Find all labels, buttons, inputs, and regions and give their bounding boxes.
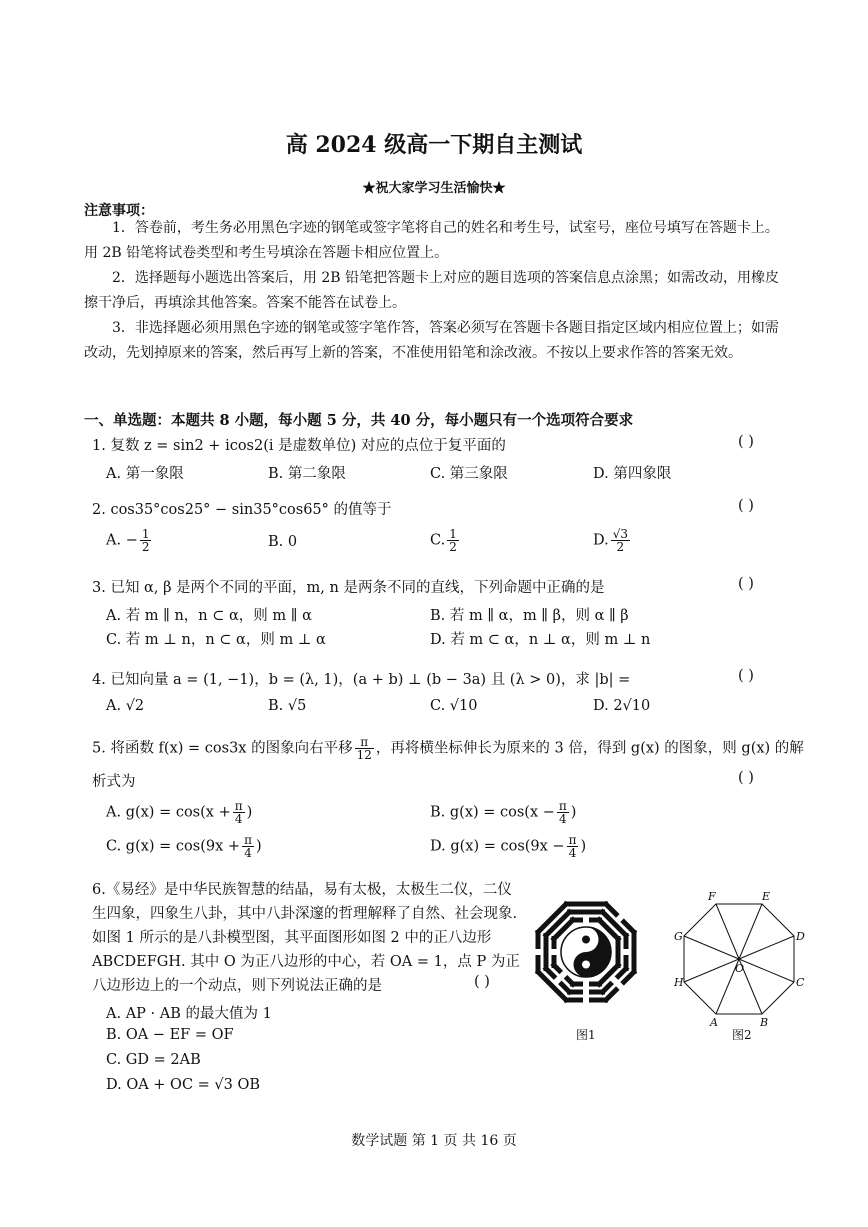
question-5-option-a [106,800,252,825]
vertex-label-d: D [796,930,805,943]
question-3-option-a: A. 若 m ∥ n，n ⊂ α，则 m ∥ α [106,608,312,624]
question-2-option-c [430,528,461,553]
vertex-label-h: H [674,976,684,989]
option-text: C. g(x) = cos(9x + [106,838,241,855]
numerator: 1 [141,527,150,541]
question-2-option-a [106,528,153,553]
fraction [557,800,569,825]
question-4-option-c: C. √10 [430,698,478,714]
figure-2-caption: 图2 [732,1028,752,1042]
figure-2-octagon [672,888,812,1028]
question-5-stem [92,736,804,761]
fraction [447,528,459,553]
page-footer: 数学试题 第 1 页 共 16 页 [351,1133,517,1149]
numerator: π [234,799,243,813]
question-5-stem-line2: 析式为 [92,774,136,790]
question-1-stem: 1. 复数 z = sin2 + icos2(i 是虚数单位) 对应的点位于复平面的 [92,438,506,454]
yin-yang-symbol [561,927,611,977]
option-d-prefix: D. [593,532,609,549]
section-heading: 一、单选题：本题共 8 小题，每小题 5 分，共 40 分，每小题只有一个选项符合要求 [84,412,634,429]
vertex-label-e: E [762,890,771,903]
numerator: π [558,799,567,813]
question-6-stem: 6.《易经》是中华民族智慧的结晶，易有太极，太极生二仪，二仪生四象，四象生八卦，其中八卦深邃的哲理解释了自然、社会现象. 如图 1 所示的是八卦模型图，其平面图形如图 2 中的正八边形 ABCDEFGH. 其中 O 为正八边形的中心，若 OA = 1，点 P 为正八边形边上的一个动点，则下列说法正确的是 [92,882,520,994]
question-6-option-d: D. OA + OC = √3 OB [106,1077,261,1093]
notes-heading: 注意事项： [84,203,154,219]
fraction [233,800,245,825]
question-1-option-d: D. 第四象限 [593,466,672,482]
denominator: 4 [568,846,577,860]
note-item-3: 3．非选择题必须用黑色字迹的钢笔或签字笔作答，答案必须写在答题卡各题目指定区域内相应位置上；如需改动，先划掉原来的答案，然后再写上新的答案，不准使用铅笔和涂改液。不按以上要求作答的答案无效。 [84,320,779,361]
option-text: ) [570,804,577,821]
question-3-option-b: B. 若 m ∥ α，m ∥ β，则 α ∥ β [430,608,629,624]
option-text: B. g(x) = cos(x − [430,804,555,821]
question-1-option-a: A. 第一象限 [106,466,184,482]
question-2-option-b: B. 0 [268,534,298,550]
option-text: ) [255,838,262,855]
note-item-2: 2．选择题每小题选出答案后，用 2B 铅笔把答题卡上对应的题目选项的答案信息点涂黑；如需改动，用橡皮擦干净后，再填涂其他答案。答案不能答在试卷上。 [84,270,780,311]
option-text: ) [580,838,587,855]
question-1-answer-blank: ( ) [738,434,754,450]
stem-text: 5. 将函数 f(x) = cos3x 的图象向右平移 [92,740,353,757]
denominator: 2 [449,540,457,554]
question-5-option-d [430,834,586,859]
question-6-option-c: C. GD = 2AB [106,1052,201,1068]
question-6-answer-blank: ( ) [474,974,490,990]
denominator: 4 [559,812,567,826]
option-text: D. g(x) = cos(9x − [430,838,565,855]
stem-text: ，再将横坐标伸长为原来的 3 倍，得到 g(x) 的图象，则 g(x) 的解 [375,740,804,757]
question-4-stem: 4. 已知向量 a = (1, −1)，b = (λ, 1)，(a + b) ⊥ (b − 3a) 且 (λ > 0)，求 |b| = [92,672,631,688]
question-1-option-b: B. 第二象限 [268,466,346,482]
question-4-option-a: A. √2 [106,698,145,714]
question-4-option-b: B. √5 [268,698,307,714]
denominator: 4 [234,812,243,826]
question-3-answer-blank: ( ) [738,576,754,592]
question-2-stem: 2. cos35°cos25° − sin35°cos65° 的值等于 [92,502,392,518]
denominator: 2 [141,540,150,554]
denominator: 2 [616,540,625,554]
denominator: 4 [244,846,252,860]
bagua-trigrams [537,903,636,1002]
center-label-o: O [735,962,745,975]
numerator: π [244,833,252,847]
numerator: π [568,833,577,847]
fraction [611,528,630,553]
question-4-option-d: D. 2√10 [593,698,651,714]
vertex-label-c: C [796,976,805,989]
option-a-prefix: A. − [106,532,138,549]
fraction [567,834,579,859]
question-1-option-c: C. 第三象限 [430,466,508,482]
fraction [242,834,254,859]
numerator: √3 [612,527,628,541]
figure-1-bagua [526,892,646,1014]
vertex-label-g: G [674,930,683,943]
option-text: ) [246,804,253,821]
question-5-option-c [106,834,262,859]
page-title: 高 2024 级高一下期自主测试 [285,132,583,158]
fraction [355,736,374,761]
note-item-1: 1．答卷前，考生务必用黑色字迹的钢笔或签字笔将自己的姓名和考生号，试室号，座位号填写在答题卡上。用 2B 铅笔将试卷类型和考生号填涂在答题卡相应位置上。 [84,220,779,261]
fraction [140,528,152,553]
question-3-option-d: D. 若 m ⊂ α，n ⊥ α，则 m ⊥ n [430,632,651,648]
question-4-answer-blank: ( ) [738,668,754,684]
numerator: 1 [449,527,457,541]
denominator: 12 [356,748,372,762]
figure-1-caption: 图1 [576,1028,596,1042]
question-2-option-d [593,528,632,553]
vertex-label-a: A [710,1016,718,1028]
page-subtitle: ★祝大家学习生活愉快★ [362,181,506,196]
question-5-answer-blank: ( ) [738,770,754,786]
vertex-label-f: F [708,890,716,903]
option-text: A. g(x) = cos(x + [106,804,231,821]
question-6-option-b: B. OA − EF = OF [106,1027,234,1043]
numerator: π [355,736,374,749]
question-3-option-c: C. 若 m ⊥ n，n ⊂ α，则 m ⊥ α [106,632,326,648]
option-c-prefix: C. [430,532,446,549]
question-2-answer-blank: ( ) [738,498,754,514]
question-6-option-a: A. AP · AB 的最大值为 1 [106,1006,272,1022]
question-3-stem: 3. 已知 α, β 是两个不同的平面，m, n 是两条不同的直线，下列命题中正确的是 [92,580,605,596]
question-5-option-b [430,800,576,825]
vertex-label-b: B [760,1016,769,1028]
